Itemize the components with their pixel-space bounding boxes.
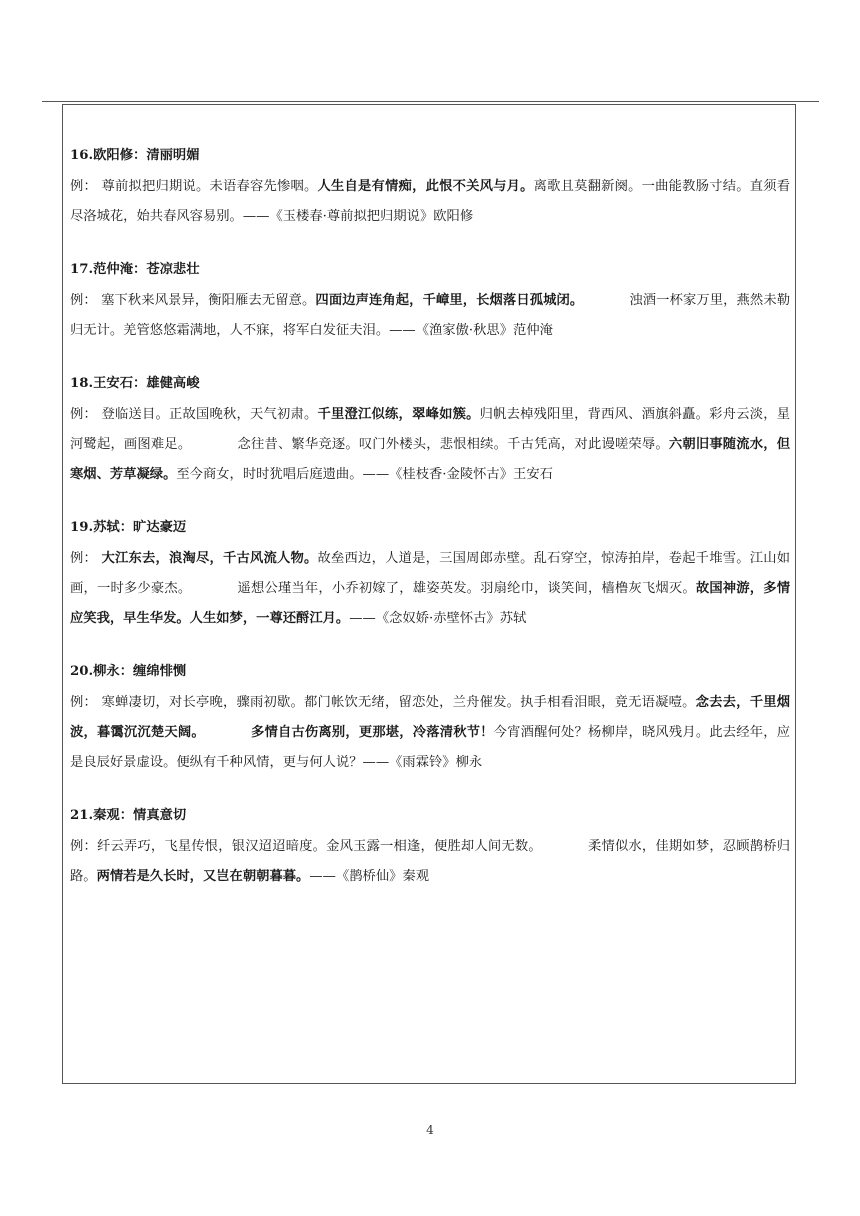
- poem-text: 塞下秋来风景异，衡阳雁去无留意。: [96, 293, 316, 308]
- poem-text: 柔情似水，佳期如梦，忍顾鹊桥归路。: [70, 839, 791, 884]
- poem-text: 今宵酒醒何处？杨柳岸，晓风残月。此去经年，应是良辰好景虚设。便纵有千种风情，更与何人说？——《雨霖铃》柳永: [70, 725, 791, 770]
- poem-example: [70, 172, 790, 232]
- poem-example: [70, 286, 790, 346]
- poem-entry-title: 19.苏轼：旷达豪迈: [70, 520, 187, 535]
- poem-text: ——《鹊桥仙》秦观: [309, 869, 430, 884]
- poem-entry: [70, 656, 790, 778]
- poem-text: 寒蝉凄切，对长亭晚，骤雨初歇。都门帐饮无绪，留恋处，兰舟催发。执手相看泪眼，竟无语凝噎。: [97, 695, 696, 710]
- highlighted-line: 念去去，千里烟波，暮霭沉沉楚天阔。: [70, 695, 790, 740]
- example-label: 例：: [70, 407, 98, 422]
- poem-text: 登临送目。正故国晚秋，天气初肃。: [97, 407, 318, 422]
- poem-example: [70, 400, 790, 490]
- example-label: 例：: [70, 179, 98, 194]
- example-label: 例：: [70, 695, 98, 710]
- poem-entry: [70, 254, 790, 346]
- poem-text: 尊前拟把归期说。未语春容先惨咽。: [97, 179, 318, 194]
- highlighted-line: 故国神游，多情应笑我，早生华发。人生如梦，一尊还酹江月。: [70, 581, 791, 626]
- poem-example: [70, 544, 790, 634]
- poem-entry-title: 20.柳永：缠绵悱恻: [70, 664, 187, 679]
- header-rule: [42, 101, 819, 102]
- poem-text: 故垒西边，人道是，三国周郎赤壁。乱石穿空，惊涛拍岸，卷起千堆雪。江山如画，一时多少豪杰。: [70, 551, 791, 596]
- poem-entry: [70, 368, 790, 490]
- highlighted-line: 四面边声连角起，千嶂里，长烟落日孤城闭。: [315, 293, 584, 308]
- poem-text: 至今商女，时时犹唱后庭遗曲。——《桂枝香·金陵怀古》王安石: [176, 467, 553, 482]
- poem-entry: [70, 800, 790, 892]
- poem-text: 遥想公瑾当年，小乔初嫁了，雄姿英发。羽扇纶巾，谈笑间，樯橹灰飞烟灭。: [237, 581, 696, 596]
- poem-entry-title: 21.秦观：情真意切: [70, 808, 187, 823]
- page-number: 4: [426, 1123, 434, 1137]
- poem-entry-title: 17.范仲淹：苍凉悲壮: [70, 262, 200, 277]
- poem-entry: [70, 140, 790, 232]
- example-label: 例：: [70, 551, 98, 566]
- highlighted-line: 六朝旧事随流水，但寒烟、芳草凝绿。: [70, 437, 791, 482]
- highlighted-line: 人生自是有情痴，此恨不关风与月。: [317, 179, 534, 194]
- poem-text: 念往昔、繁华竞逐。叹门外楼头，悲恨相续。千古凭高，对此谩嗟荣辱。: [237, 437, 669, 452]
- poem-example: [70, 832, 790, 892]
- example-label: 例：: [70, 839, 97, 854]
- poem-text: 离歌且莫翻新阕。一曲能教肠寸结。直须看尽洛城花，始共春风容易别。——《玉楼春·尊前拟把归期说》欧阳修: [70, 179, 791, 224]
- poem-entry-title: 16.欧阳修：清丽明媚: [70, 148, 200, 163]
- poem-entry-title: 18.王安石：雄健高峻: [70, 376, 200, 391]
- poem-list: [70, 140, 790, 914]
- highlighted-line: 大江东去，浪淘尽，千古风流人物。: [101, 551, 318, 566]
- highlighted-line: 千里澄江似练，翠峰如簇。: [317, 407, 480, 422]
- poem-text: ——《念奴娇·赤壁怀古》苏轼: [349, 611, 527, 626]
- poem-text: 纤云弄巧，飞星传恨，银汉迢迢暗度。金风玉露一相逢，便胜却人间无数。: [96, 839, 542, 854]
- example-label: 例：: [70, 293, 97, 308]
- highlighted-line: 两情若是久长时，又岂在朝朝暮暮。: [96, 869, 310, 884]
- poem-entry: [70, 512, 790, 634]
- poem-example: [70, 688, 790, 778]
- poem-text: 归帆去棹残阳里，背西风、酒旗斜矗。彩舟云淡，星河鹭起，画图难足。: [70, 407, 791, 452]
- highlighted-line: 多情自古伤离别，更那堪，冷落清秋节！: [250, 725, 494, 740]
- poem-text: 浊酒一杯家万里，燕然未勒归无计。羌管悠悠霜满地，人不寐，将军白发征夫泪。——《渔家傲·秋思》范仲淹: [70, 293, 791, 338]
